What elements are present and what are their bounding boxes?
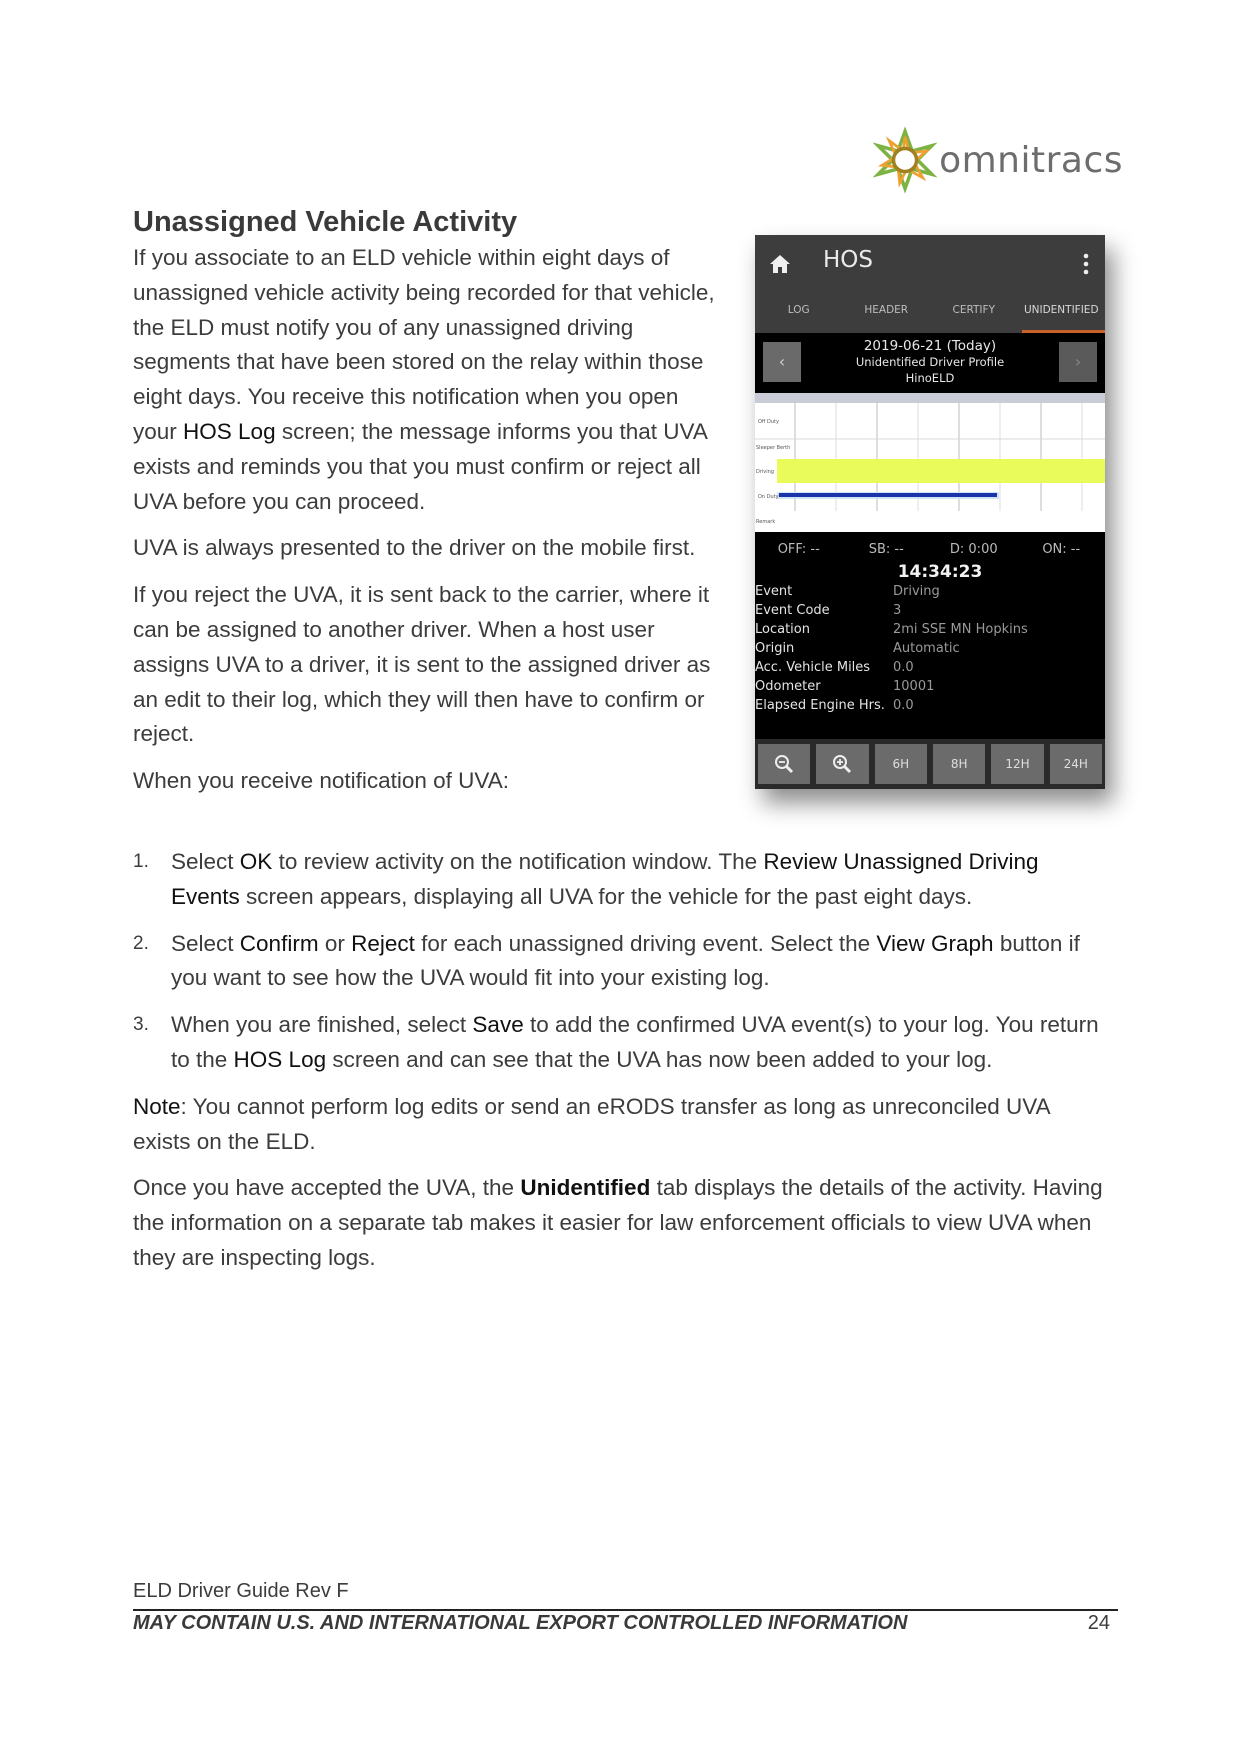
hos-phone-screenshot	[755, 235, 1105, 789]
app-title: HOS	[823, 247, 873, 273]
paragraph-notification	[133, 241, 723, 519]
view-graph-term: View Graph	[876, 930, 994, 956]
row-label-sleeper: Sleeper Berth	[756, 445, 791, 451]
on-duty-line	[779, 493, 997, 497]
range-6h-button[interactable]: 6H	[875, 744, 927, 784]
home-icon[interactable]	[769, 253, 791, 275]
text: or	[318, 930, 352, 956]
event-details	[755, 582, 1105, 715]
detail-label: Location	[755, 622, 810, 637]
range-24h-button[interactable]: 24H	[1050, 744, 1102, 784]
section-heading: Unassigned Vehicle Activity	[133, 206, 518, 238]
review-screen-term: Review Unassigned Driving Events	[171, 849, 1039, 909]
driving-band	[777, 459, 1105, 483]
detail-row	[755, 639, 1105, 658]
detail-row	[755, 620, 1105, 639]
unidentified-term: Unidentified	[520, 1175, 651, 1201]
log-date: 2019-06-21 (Today)	[863, 338, 997, 354]
text: screen appears, displaying all UVA for the vehicle for the past eight days.	[239, 883, 973, 909]
ok-term: OK	[239, 849, 273, 874]
detail-row	[755, 677, 1105, 696]
detail-value: Driving	[893, 584, 940, 599]
detail-row	[755, 582, 1105, 601]
next-day-button[interactable]	[1059, 342, 1097, 382]
step-item	[133, 927, 1113, 997]
row-label-driving: Driving	[756, 469, 774, 475]
page-number: 24	[1087, 1612, 1110, 1634]
duty-summary	[755, 532, 1105, 562]
detail-value: 10001	[893, 679, 935, 694]
chevron-right-icon: ›	[1074, 352, 1082, 371]
row-label-remark: Remark	[756, 519, 776, 525]
logo-text: omnitracs	[939, 139, 1123, 181]
text: Once you have accepted the UVA, the	[133, 1175, 521, 1201]
text: to add the confirmed UVA event(s) to your log. You return to the	[171, 1012, 1099, 1072]
omnitracs-star-icon	[873, 124, 937, 196]
detail-label: Elapsed Engine Hrs.	[755, 698, 885, 713]
chevron-left-icon: ‹	[778, 352, 786, 371]
hos-log-term: HOS Log	[183, 418, 276, 444]
date-bar	[755, 333, 1105, 393]
confirm-term: Confirm	[239, 930, 319, 956]
summary-d: D: 0:00	[949, 541, 998, 557]
steps-list	[133, 845, 1113, 1078]
step-item	[133, 845, 1113, 915]
detail-row	[755, 658, 1105, 677]
detail-label: Event	[755, 584, 793, 599]
hos-log-term: HOS Log	[233, 1046, 327, 1072]
graph-svg	[755, 393, 1105, 532]
summary-off: OFF: --	[777, 541, 820, 557]
footer-divider	[133, 1609, 1118, 1611]
zoom-in-button[interactable]	[816, 744, 868, 784]
detail-row	[755, 696, 1105, 715]
reject-term: Reject	[351, 930, 415, 956]
range-12h-button[interactable]: 12H	[991, 744, 1043, 784]
intro-text	[133, 241, 723, 811]
text: button if you want to see how the UVA would fit into your existing log.	[171, 930, 1080, 991]
detail-value: Automatic	[893, 641, 960, 656]
tab-header[interactable]: HEADER	[864, 304, 909, 316]
tab-bar	[755, 293, 1105, 333]
summary-sb: SB: --	[868, 541, 904, 557]
event-time: 14:34:23	[897, 562, 983, 582]
row-label-off-duty: Off Duty	[758, 419, 779, 425]
graph-button-bar	[755, 739, 1105, 789]
text: Select	[171, 930, 240, 956]
detail-row	[755, 601, 1105, 620]
range-8h-button[interactable]: 8H	[933, 744, 985, 784]
footer-export-notice: MAY CONTAIN U.S. AND INTERNATIONAL EXPORT CONTROLLED INFORMATION	[133, 1612, 908, 1634]
zoom-out-button[interactable]	[758, 744, 810, 784]
text: for each unassigned driving event. Select the	[414, 930, 877, 956]
detail-label: Event Code	[755, 603, 830, 618]
text: to review activity on the notification window. The	[272, 849, 764, 874]
text: Select	[171, 849, 240, 874]
paragraph-mobile-first: UVA is always presented to the driver on the mobile first.	[133, 535, 696, 561]
text: screen and can see that the UVA has now been added to your log.	[326, 1046, 993, 1072]
tab-unidentified[interactable]: UNIDENTIFIED	[1018, 293, 1106, 333]
detail-value: 0.0	[893, 660, 914, 675]
summary-on: ON: --	[1042, 541, 1081, 557]
paragraph-when-receive: When you receive notification of UVA:	[133, 768, 510, 794]
detail-value: 2mi SSE MN Hopkins	[893, 622, 1028, 637]
save-term: Save	[472, 1012, 524, 1038]
closing-paragraph	[133, 1171, 1113, 1275]
step-number: 2.	[133, 932, 149, 954]
text: screen; the message informs you that UVA exists and reminds you that you must confirm or reject all UVA before you can proceed.	[133, 418, 707, 514]
zoom-in-icon	[831, 753, 853, 775]
app-bar	[755, 235, 1105, 333]
vehicle-name: HinoELD	[905, 371, 955, 385]
note-paragraph	[133, 1090, 1113, 1160]
zoom-out-icon	[773, 753, 795, 775]
overflow-menu-icon[interactable]	[1083, 253, 1089, 275]
omnitracs-logo	[873, 122, 1123, 198]
tab-certify[interactable]: CERTIFY	[952, 304, 995, 316]
note-text: : You cannot perform log edits or send an eRODS transfer as long as unreconciled UVA exists on the ELD.	[133, 1093, 1050, 1154]
text: If you associate to an ELD vehicle within eight days of unassigned vehicle activity being recorded for that vehicle, the ELD must notify you of any unassigned driving segments that have been stored on the relay within those eight days. You receive this notification when you open your	[133, 245, 715, 444]
detail-label: Odometer	[755, 679, 821, 694]
step-number: 1.	[133, 851, 149, 872]
duty-status-graph	[755, 393, 1105, 532]
text: tab displays the details of the activity. Having the information on a separate tab makes it easier for law enforcement officials to view UVA when they are inspecting logs.	[133, 1175, 1103, 1270]
steps-section	[133, 845, 1113, 1288]
paragraph-reject: If you reject the UVA, it is sent back to the carrier, where it can be assigned to another driver. When a host user assigns UVA to a driver, it is sent to the assigned driver as an edit to their log, which they will then have to confirm or reject.	[133, 582, 711, 747]
step-item	[133, 1008, 1113, 1078]
note-label: Note	[133, 1093, 181, 1119]
driver-profile: Unidentified Driver Profile	[855, 355, 1005, 369]
step-number: 3.	[133, 1014, 149, 1036]
footer-doc-title: ELD Driver Guide Rev F	[133, 1580, 349, 1602]
detail-value: 0.0	[893, 698, 914, 713]
graph-time-header	[755, 393, 1105, 403]
detail-label: Origin	[755, 641, 795, 656]
tab-log[interactable]: LOG	[787, 304, 810, 316]
row-label-on-duty: On Duty	[758, 494, 779, 500]
detail-label: Acc. Vehicle Miles	[755, 660, 871, 675]
text: When you are finished, select	[171, 1012, 473, 1038]
detail-value: 3	[893, 603, 902, 618]
